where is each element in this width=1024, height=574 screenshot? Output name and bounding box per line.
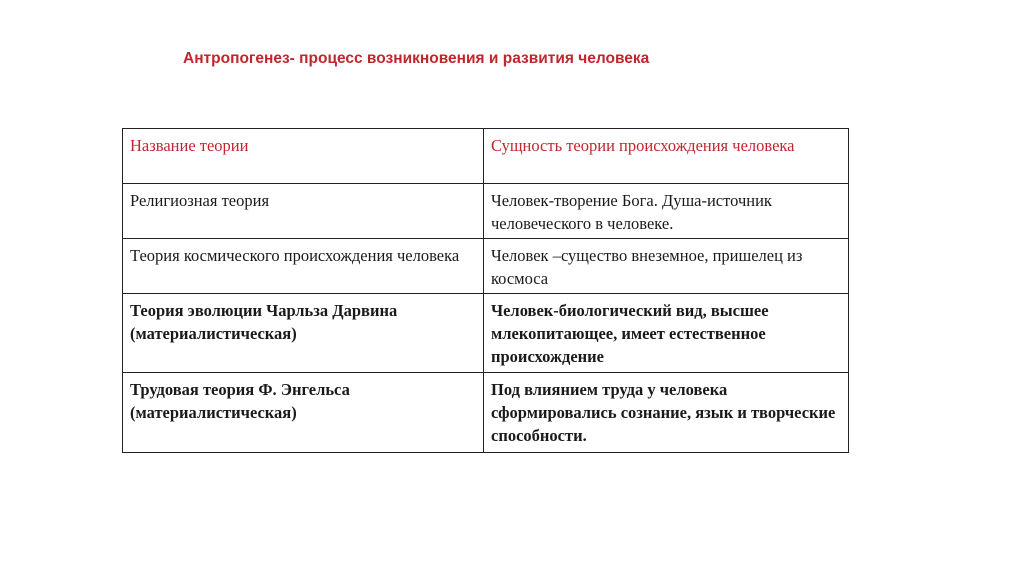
theory-name-cell xyxy=(123,373,484,453)
theory-name-cell xyxy=(123,239,484,294)
header-cell-theory-name xyxy=(123,129,484,184)
slide-title: Антропогенез- процесс возникновения и развития человека xyxy=(183,50,650,67)
table-header-row xyxy=(123,129,849,184)
header-theory-name-text: Название теории xyxy=(130,136,249,155)
table-row xyxy=(123,239,849,294)
header-cell-theory-essence xyxy=(484,129,849,184)
theory-essence-text: Человек –существо внеземное, пришелец из космоса xyxy=(491,246,803,288)
theory-name-text: Трудовая теория Ф. Энгельса (материалистическая) xyxy=(130,380,350,422)
theory-essence-cell xyxy=(484,294,849,373)
header-theory-essence-text: Сущность теории происхождения человека xyxy=(491,136,795,155)
theory-name-text: Религиозная теория xyxy=(130,191,270,210)
theory-essence-text: Человек-творение Бога. Душа-источник человеческого в человеке. xyxy=(491,191,772,233)
table-row xyxy=(123,184,849,239)
theory-name-cell xyxy=(123,294,484,373)
theories-table xyxy=(122,128,849,453)
theory-essence-text: Человек-биологический вид, высшее млекопитающее, имеет естественное происхождение xyxy=(491,301,769,366)
theory-essence-text: Под влиянием труда у человека сформировались сознание, язык и творческие способности. xyxy=(491,380,836,445)
theory-essence-cell xyxy=(484,373,849,453)
theory-essence-cell xyxy=(484,239,849,294)
theory-essence-cell xyxy=(484,184,849,239)
table-row xyxy=(123,294,849,373)
theory-name-text: Теория эволюции Чарльза Дарвина (материалистическая) xyxy=(130,301,398,343)
theory-name-cell xyxy=(123,184,484,239)
table-row xyxy=(123,373,849,453)
theory-name-text: Теория космического происхождения человека xyxy=(130,246,460,265)
